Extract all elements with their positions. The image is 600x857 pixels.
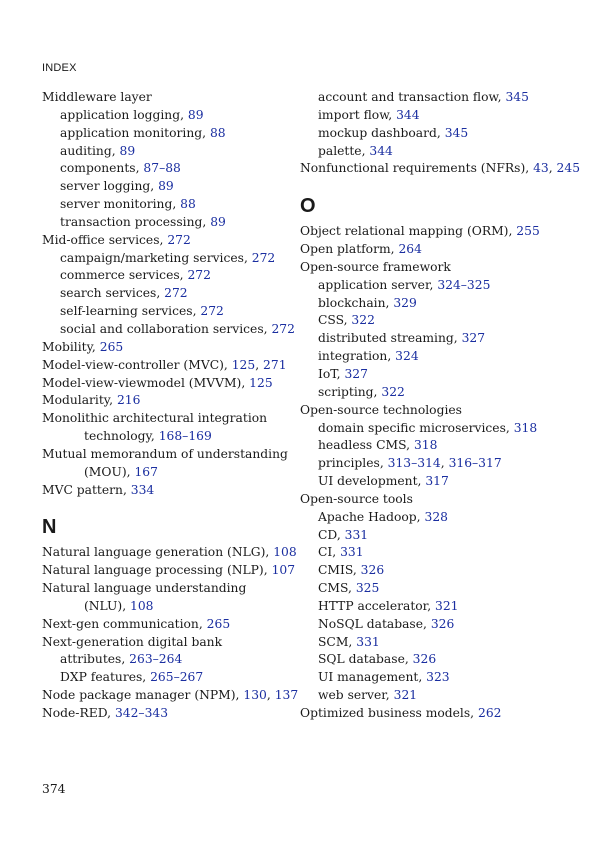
index-subentry [300, 437, 570, 455]
index-entry [42, 562, 304, 580]
page-reference-link[interactable]: 167 [134, 464, 158, 479]
page-reference-link[interactable]: 344 [396, 107, 420, 122]
index-entry [42, 634, 304, 652]
index-entry: Model-view-controller (MVC), 125, 271 [42, 357, 287, 372]
page-reference-link[interactable]: 345 [505, 90, 529, 104]
index-entry [42, 616, 304, 634]
page-reference-link[interactable]: 334 [130, 482, 155, 497]
index-entry: Node package manager (NPM), 130, 137 [42, 688, 299, 703]
entry-term: Node package manager (NPM), [42, 688, 244, 703]
page-reference-link[interactable]: 326 [412, 652, 437, 667]
entry-term: Middleware layer [42, 90, 152, 104]
page-reference-link[interactable]: 265 [206, 616, 231, 631]
index-subentry [300, 125, 570, 143]
page-reference-link[interactable]: 344 [369, 143, 393, 158]
page-reference-link[interactable]: 272 [200, 304, 224, 319]
index-entry [42, 89, 304, 107]
page-reference-link[interactable]: 87–88 [143, 161, 181, 176]
entry-term: Open platform, [300, 242, 399, 257]
page-reference-link[interactable]: 322 [381, 384, 405, 399]
index-entry [300, 402, 570, 420]
entry-term: technology, [84, 429, 159, 444]
entry-term: search services, [60, 286, 165, 301]
page-reference-link[interactable]: 331 [340, 545, 364, 560]
entry-term: CI, [318, 545, 341, 560]
index-column-right [300, 89, 581, 723]
page-reference-link[interactable]: 88 [209, 125, 226, 140]
page-reference-link[interactable]: 328 [424, 509, 448, 524]
entry-term: account and transaction flow, [318, 90, 506, 104]
page-reference-link[interactable]: 331 [344, 527, 369, 542]
page-reference-link[interactable]: 89 [210, 214, 226, 229]
entry-term: social and collaboration services, [60, 321, 272, 336]
page-reference-link[interactable]: 272 [251, 250, 276, 265]
page-reference-link[interactable]: 321 [393, 688, 418, 703]
index-subentry [300, 562, 570, 580]
entry-term: Mutual memorandum of understanding [42, 446, 288, 461]
page-reference-link[interactable]: 43 [533, 161, 549, 176]
index-entry [42, 392, 304, 410]
entry-term: CMS, [318, 581, 356, 596]
index-subentry [42, 125, 304, 143]
entry-term: Open-source framework [300, 259, 451, 274]
index-subentry [300, 330, 570, 348]
entry-term: Nonfunctional requirements (NFRs), [300, 161, 534, 176]
page-reference-link[interactable]: 317 [425, 474, 449, 489]
page-reference-link[interactable]: 318 [513, 420, 538, 435]
index-entry [300, 259, 570, 277]
entry-term: palette, [318, 143, 370, 158]
index-entry [42, 339, 304, 357]
entry-term: Natural language processing (NLP), [42, 563, 272, 578]
index-entry [300, 491, 570, 509]
index-entry-continuation [42, 428, 304, 446]
entry-term: Next-generation digital bank [42, 634, 223, 649]
index-subentry [42, 178, 304, 196]
index-column-left [42, 89, 304, 723]
index-subentry [300, 277, 570, 295]
index-subentry [300, 473, 570, 491]
entry-term: Apache Hadoop, [318, 509, 425, 524]
entry-term: UI development, [318, 474, 426, 489]
page-reference-link[interactable]: 255 [516, 224, 540, 239]
entry-term: (MOU), [84, 464, 135, 479]
entry-term: (NLU), [84, 598, 131, 613]
page-reference-link[interactable]: 321 [435, 598, 459, 613]
index-subentry [42, 143, 304, 161]
page-reference-link[interactable]: 89 [158, 179, 174, 194]
page-reference-link[interactable]: 318 [413, 438, 438, 453]
section-letter: O [300, 195, 316, 218]
page-reference-link[interactable]: 264 [398, 242, 422, 257]
entry-term: UI management, [318, 670, 427, 685]
page-reference-link[interactable]: 168–169 [158, 429, 212, 444]
page-reference-link[interactable]: 263–264 [129, 652, 183, 667]
page-reference-link[interactable]: 323 [426, 670, 450, 685]
index-entry-continuation [42, 598, 304, 616]
page-reference-link[interactable]: 329 [393, 295, 417, 310]
entry-term: Open-source technologies [300, 402, 462, 417]
index-subentry [300, 616, 570, 634]
index-entry [42, 580, 304, 598]
entry-term: Natural language generation (NLG), [42, 545, 274, 560]
index-subentry [300, 509, 570, 527]
index-subentry [300, 527, 570, 545]
running-head: INDEX [42, 62, 77, 74]
page-reference-link[interactable]: 313–314 [387, 456, 441, 471]
entry-term: NoSQL database, [318, 616, 431, 631]
page-reference-link[interactable]: 322 [351, 313, 375, 328]
index-subentry [300, 366, 570, 384]
page-reference-link[interactable]: 327 [461, 331, 486, 346]
index-subentry [42, 285, 304, 303]
index-subentry [42, 160, 304, 178]
entry-term: CSS, [318, 313, 352, 328]
page-reference-link[interactable]: 272 [187, 268, 211, 283]
page-reference-link[interactable]: 325 [355, 581, 380, 596]
index-entry [42, 544, 304, 562]
entry-term: Object relational mapping (ORM), [300, 224, 517, 239]
entry-term: SCM, [318, 634, 357, 649]
entry-term: Node-RED, [42, 706, 115, 720]
page-reference-link[interactable]: 265 [99, 339, 124, 354]
entry-term: HTTP accelerator, [318, 598, 436, 613]
page-reference-link[interactable]: 89 [187, 107, 204, 122]
page-reference-link[interactable]: 89 [119, 143, 136, 158]
page-reference-link[interactable]: 125 [231, 357, 256, 372]
index-subentry [300, 312, 570, 330]
entry-term: Modularity, [42, 393, 117, 408]
entry-term: principles, [318, 456, 388, 471]
entry-term: application server, [318, 277, 438, 292]
entry-term: transaction processing, [60, 214, 211, 229]
page-number: 374 [42, 782, 66, 796]
entry-term: Model-view-viewmodel (MVVM), [42, 375, 250, 390]
index-subentry [300, 687, 570, 705]
entry-term: Monolithic architectural integration [42, 411, 268, 426]
page-reference-link[interactable]: 245 [556, 161, 581, 176]
page-reference-link[interactable]: 108 [130, 598, 154, 613]
index-entry [300, 241, 570, 259]
entry-term: DXP features, [60, 670, 151, 685]
entry-term: application logging, [60, 107, 188, 122]
index-entry [42, 232, 304, 250]
index-subentry [42, 267, 304, 285]
index-entry [42, 375, 304, 393]
page-reference-link[interactable]: 107 [271, 563, 296, 578]
entry-term: integration, [318, 349, 396, 364]
index-subentry [42, 107, 304, 125]
page-reference-link[interactable]: 327 [344, 366, 368, 381]
index-subentry [300, 580, 570, 598]
entry-term: Optimized business models, [300, 706, 478, 720]
page-reference-link[interactable]: 316–317 [448, 456, 502, 471]
page-reference-link[interactable]: 130 [243, 688, 267, 703]
entry-term: domain specific microservices, [318, 420, 514, 435]
index-subentry [300, 651, 570, 669]
entry-term: MVC pattern, [42, 482, 131, 497]
page-reference-link[interactable]: 137 [274, 688, 299, 703]
entry-term: SQL database, [318, 652, 413, 667]
index-subentry [300, 634, 570, 652]
index-subentry: principles, 313–314, 316–317 [318, 456, 502, 471]
entry-term: Natural language understanding [42, 581, 247, 596]
page-reference-link[interactable]: 216 [116, 393, 141, 408]
page-reference-link[interactable]: 326 [360, 563, 385, 578]
entry-term: blockchain, [318, 295, 394, 310]
entry-term: scripting, [318, 384, 382, 399]
entry-term: import flow, [318, 107, 397, 122]
entry-term: self-learning services, [60, 304, 201, 319]
entry-term: auditing, [60, 143, 120, 158]
index-subentry [42, 250, 304, 268]
page-reference-link[interactable]: 345 [444, 125, 469, 140]
entry-term: server logging, [60, 179, 159, 194]
entry-term: IoT, [318, 366, 345, 381]
entry-term: Open-source tools [300, 491, 413, 506]
page-reference-link[interactable]: 272 [167, 232, 191, 247]
page-reference-link[interactable]: 324–325 [437, 277, 491, 292]
page-reference-link[interactable]: 272 [164, 286, 188, 301]
index-subentry [300, 143, 570, 161]
entry-term: Mid-office services, [42, 232, 168, 247]
page-reference-link[interactable]: 265–267 [150, 670, 204, 685]
index-subentry [300, 384, 570, 402]
page-reference-link[interactable]: 326 [430, 616, 455, 631]
index-entry-continuation [42, 464, 304, 482]
entry-term: distributed streaming, [318, 331, 462, 346]
entry-term: mockup dashboard, [318, 125, 445, 140]
entry-term: Next-gen communication, [42, 616, 207, 631]
page-reference-link[interactable]: 324 [395, 349, 419, 364]
entry-term: web server, [318, 688, 394, 703]
page-reference-link[interactable]: 88 [180, 197, 196, 212]
entry-term: commerce services, [60, 268, 188, 283]
page-reference-link[interactable]: 262 [478, 706, 502, 720]
entry-term: CMIS, [318, 563, 361, 578]
entry-term: components, [60, 161, 144, 176]
index-subentry [300, 295, 570, 313]
page-reference-link[interactable]: 125 [249, 375, 273, 390]
page-reference-link[interactable]: 271 [263, 357, 287, 372]
index-entry [42, 705, 304, 723]
entry-term: CD, [318, 527, 345, 542]
index-subentry [300, 669, 570, 687]
index-entry [300, 223, 570, 241]
entry-term: Mobility, [42, 339, 100, 354]
entry-term: server monitoring, [60, 197, 181, 212]
index-subentry [42, 214, 304, 232]
entry-term: application monitoring, [60, 125, 210, 140]
index-subentry [300, 420, 570, 438]
index-entry: Nonfunctional requirements (NFRs), 43, 245 [300, 161, 581, 176]
page-reference-link[interactable]: 331 [356, 634, 380, 649]
entry-term: attributes, [60, 652, 130, 667]
entry-term: Model-view-controller (MVC), [42, 357, 232, 372]
index-subentry [42, 196, 304, 214]
index-subentry [42, 669, 304, 687]
page-reference-link[interactable]: 272 [271, 321, 295, 336]
entry-term: headless CMS, [318, 438, 414, 453]
index-subentry [42, 651, 304, 669]
index-subentry [300, 348, 570, 366]
index-subentry [42, 303, 304, 321]
page-reference-link[interactable]: 342–343 [114, 706, 169, 720]
page-reference-link[interactable]: 108 [273, 545, 297, 560]
section-letter: N [42, 516, 57, 539]
index-subentry [300, 598, 570, 616]
entry-term: campaign/marketing services, [60, 250, 252, 265]
index-subentry [300, 107, 570, 125]
index-entry [42, 410, 304, 428]
index-subentry [300, 89, 570, 107]
index-entry [300, 705, 570, 723]
index-entry [42, 482, 304, 500]
index-subentry [42, 321, 304, 339]
index-subentry [300, 544, 570, 562]
index-entry [42, 446, 304, 464]
